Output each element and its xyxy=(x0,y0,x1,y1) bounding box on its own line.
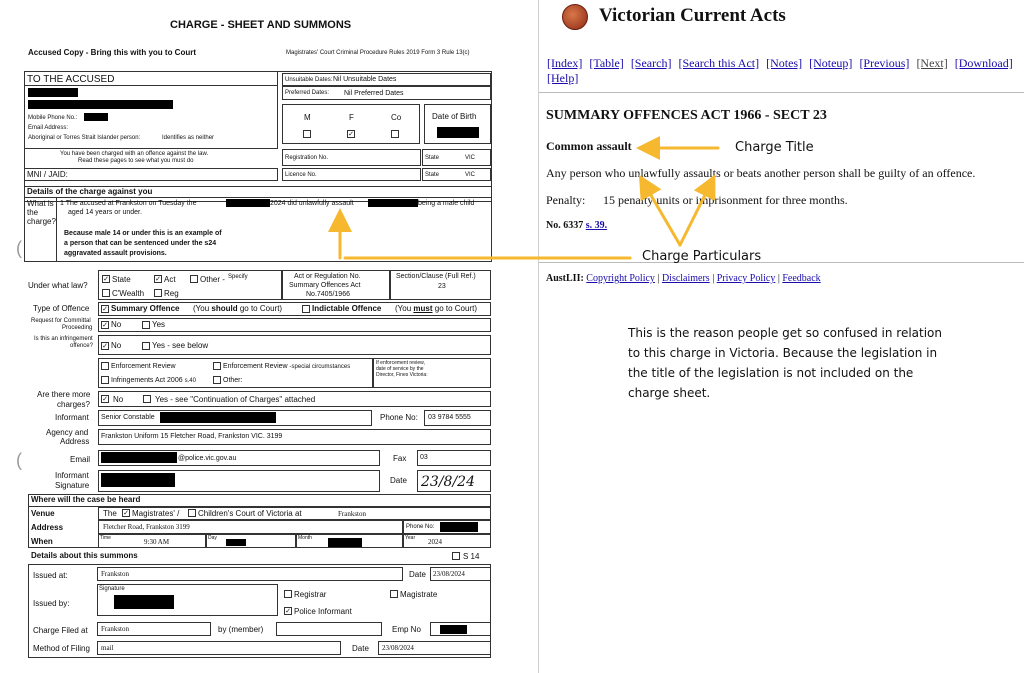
nav-table[interactable]: [Table] xyxy=(589,56,624,70)
month-label: Month xyxy=(298,535,312,541)
state-value-1: VIC xyxy=(465,155,476,161)
nav-noteup[interactable]: [Noteup] xyxy=(809,56,853,70)
sheet-title: CHARGE - SHEET AND SUMMONS xyxy=(170,19,352,31)
arrow-particulars-2 xyxy=(680,185,710,245)
summary-note: (You should go to Court) xyxy=(193,304,283,313)
signature-label: Signature xyxy=(99,586,125,592)
nav-download[interactable]: [Download] xyxy=(954,56,1013,70)
history-note: No. 6337 s. 39. xyxy=(546,220,608,231)
footer-feedback[interactable]: Feedback xyxy=(782,273,821,284)
penalty-label: Penalty: xyxy=(546,193,586,207)
nav-search[interactable]: [Search] xyxy=(630,56,672,70)
sig-date-label: Date xyxy=(390,476,407,485)
continuation-label: Yes - see "Continuation of Charges" attached xyxy=(155,395,316,404)
licence-label: Licence No. xyxy=(285,172,317,178)
more-charges-no-label: No xyxy=(113,395,124,404)
enforcement-note-2: date of service by the xyxy=(376,366,424,372)
hearing-phone-label: Phone No: xyxy=(406,524,435,530)
mni-label: MNI / JAID: xyxy=(27,170,68,179)
email-row-label: Email xyxy=(70,455,91,464)
sex-m-label: M xyxy=(304,113,311,122)
comment-annotation xyxy=(628,323,942,403)
to-accused-label: TO THE ACCUSED xyxy=(27,74,115,85)
hearing-address-value: Fletcher Road, Frankston 3199 xyxy=(103,523,190,531)
charge-title-annotation: Charge Title xyxy=(735,140,814,155)
method-label: Method of Filing xyxy=(33,644,90,653)
agency-label-1: Agency and xyxy=(46,428,89,437)
penalty-value: 15 penalty units or imprisonment for three months. xyxy=(603,193,848,207)
charge-q-label: charge? xyxy=(27,217,56,226)
email-value: @police.vic.gov.au xyxy=(178,455,237,462)
address-label: Address xyxy=(31,523,64,532)
issued-at-value: Frankston xyxy=(101,570,129,578)
issued-at-label: Issued at: xyxy=(33,571,68,580)
arrow-particulars-1 xyxy=(645,185,680,245)
registrar-label: Registrar xyxy=(294,590,327,599)
law-act-checkbox[interactable]: ✓ xyxy=(155,276,161,283)
where-heading: Where will the case be heard xyxy=(31,495,141,504)
charge-filed-label: Charge Filed at xyxy=(33,626,88,635)
enforcement-review-label: Enforcement Review xyxy=(111,363,176,370)
emp-no-label: Emp No xyxy=(392,625,421,634)
act-heading: SUMMARY OFFENCES ACT 1966 - SECT 23 xyxy=(546,108,827,123)
charged-line-1: You have been charged with an offence against the law. xyxy=(60,151,209,157)
sex-f-label: F xyxy=(349,113,354,122)
committal-label-1: Request for Committal xyxy=(31,318,91,324)
aboriginal-value: Identifies as neither xyxy=(162,135,215,141)
indictable-note: (You must go to Court) xyxy=(395,304,477,313)
law-reg-label: Reg xyxy=(164,289,179,298)
site-title: Victorian Current Acts xyxy=(599,5,786,26)
the-label: the xyxy=(27,208,39,217)
phone-value: 03 9784 5555 xyxy=(428,414,471,421)
infringement-label-2: offence? xyxy=(70,343,93,349)
infringements-act-label: Infringements Act 2006 s.40 xyxy=(111,377,196,384)
law-specify-label: Specify xyxy=(228,274,248,280)
committal-yes-label: Yes xyxy=(152,320,166,329)
handwritten-date: 23/8/24 xyxy=(421,474,475,490)
charge-filed-value: Frankston xyxy=(101,625,129,633)
footer-copyright[interactable]: Copyright Policy xyxy=(586,273,655,284)
charge-text-1b: 2024 did unlawfully assault xyxy=(270,200,354,207)
phone-label: Phone No: xyxy=(380,413,418,422)
time-label: Time xyxy=(100,535,111,541)
police-informant-label: Police Informant xyxy=(294,607,352,616)
informant-sig-label-1: Informant xyxy=(55,471,89,480)
when-label: When xyxy=(31,537,53,546)
charge-note-3: aggravated assault provisions. xyxy=(64,250,167,257)
act-label: Act or Regulation No. xyxy=(294,273,361,280)
binder-mark-2: ( xyxy=(16,450,22,470)
s14-label: S 14 xyxy=(463,552,480,561)
venue-place: Frankston xyxy=(338,510,366,518)
informant-value: Senior Constable xyxy=(101,414,155,421)
venue-the: The xyxy=(103,509,117,518)
state-label-1: State xyxy=(425,155,440,161)
charge-particulars-annotation: Charge Particulars xyxy=(642,249,762,264)
year-value: 2024 xyxy=(428,538,442,546)
act-value-2: No.7405/1966 xyxy=(306,291,350,298)
informant-sig-label-2: Signature xyxy=(55,481,90,490)
nav-search-this-act[interactable]: [Search this Act] xyxy=(678,56,760,70)
footer-disclaimers[interactable]: Disclaimers xyxy=(661,273,710,284)
nav-help[interactable]: [Help] xyxy=(547,71,579,85)
sex-co-label: Co xyxy=(391,113,402,122)
comment-line-4: charge sheet. xyxy=(628,386,711,400)
law-act-label: Act xyxy=(164,275,176,284)
dob-label: Date of Birth xyxy=(432,112,477,121)
indictable-offence-label: Indictable Offence xyxy=(312,304,382,313)
more-charges-label-1: Are there more xyxy=(37,390,91,399)
day-label: Day xyxy=(208,535,217,541)
infringement-no-label: No xyxy=(111,341,122,350)
year-label: Year xyxy=(405,535,416,541)
footer: AustLII: Copyright Policy | Disclaimers | Privacy Policy | Feedback xyxy=(546,273,821,284)
enforcement-note-1: If enforcement review, xyxy=(376,360,425,366)
sex-f-checkbox[interactable]: ✓ xyxy=(348,131,354,138)
preferred-value: Nil Preferred Dates xyxy=(344,90,404,97)
section-value: 23 xyxy=(438,283,446,290)
fax-label: Fax xyxy=(393,454,407,463)
nav-previous[interactable]: [Previous] xyxy=(859,56,910,70)
enforcement-special-label: Enforcement Review -special circumstances xyxy=(223,363,351,370)
method-value: mail xyxy=(101,644,114,652)
committal-no-label: No xyxy=(111,320,122,329)
committal-no-checkbox[interactable]: ✓ xyxy=(102,322,108,329)
registration-label: Registration No. xyxy=(285,155,329,161)
issued-date-value: 23/08/2024 xyxy=(433,570,465,578)
accused-copy-note: Accused Copy - Bring this with you to Court xyxy=(28,48,196,57)
agency-label-2: Address xyxy=(60,437,90,446)
section-text: Any person who unlawfully assaults or beats another person shall be guilty of an offence. xyxy=(546,166,976,180)
details-heading: Details of the charge against you xyxy=(27,187,153,196)
footer-privacy[interactable]: Privacy Policy xyxy=(716,273,776,284)
enforcement-other-label: Other: xyxy=(223,377,243,384)
nav-notes[interactable]: [Notes] xyxy=(766,56,803,70)
unsuitable-label: Unsuitable Dates: xyxy=(285,77,333,83)
act-value-1: Summary Offences Act xyxy=(289,282,361,289)
infringement-label-1: Is this an infringement xyxy=(34,336,93,342)
section-label: Section/Clause (Full Ref.) xyxy=(396,273,476,280)
email-label: Email Address: xyxy=(28,125,69,131)
enforcement-note-3: Director, Fines Victoria: xyxy=(376,372,428,378)
charge-note-2: a person that can be sentenced under the s24 xyxy=(64,240,217,247)
mobile-label: Mobile Phone No.: xyxy=(28,115,78,121)
infringement-no-checkbox[interactable]: ✓ xyxy=(102,343,108,350)
issued-by-label: Issued by: xyxy=(33,599,70,608)
type-offence-label: Type of Offence xyxy=(33,304,90,313)
agency-value: Frankston Uniform 15 Fletcher Road, Frankston VIC. 3199 xyxy=(101,433,283,440)
law-state-label: State xyxy=(112,275,131,284)
time-value: 9:30 AM xyxy=(144,538,170,546)
method-date-value: 23/08/2024 xyxy=(382,644,414,652)
under-law-label: Under what law? xyxy=(28,281,88,290)
informant-label: Informant xyxy=(55,413,89,422)
rules-reference: Magistrates' Court Criminal Procedure Rules 2019 Form 3 Rule 13(c) xyxy=(286,50,470,56)
comment-line-1: This is the reason people get so confused in relation xyxy=(628,326,943,340)
charge-note-1: Because male 14 or under this is an example of xyxy=(64,230,222,237)
magistrate-label: Magistrate xyxy=(400,590,438,599)
committal-label-2: Proceeding xyxy=(62,325,93,331)
charge-text-2: aged 14 years or under. xyxy=(68,209,142,216)
aboriginal-label: Aboriginal or Torres Strait Islander person: xyxy=(28,135,141,141)
law-state-checkbox[interactable]: ✓ xyxy=(103,276,109,283)
venue-magistrates-checkbox[interactable]: ✓ xyxy=(123,510,129,517)
preferred-label: Preferred Dates: xyxy=(285,90,330,96)
comment-line-2: to this charge in Victoria. Because the legislation in xyxy=(628,346,938,360)
summary-offence-checkbox[interactable]: ✓ xyxy=(102,306,108,313)
charge-text-1c: being a male child xyxy=(418,200,475,207)
unsuitable-value: Nil Unsuitable Dates xyxy=(333,76,397,83)
infringement-yes-label: Yes - see below xyxy=(152,341,209,350)
venue-magistrates: Magistrates' / xyxy=(132,509,180,518)
what-is-label: What is xyxy=(27,199,54,208)
binder-mark-1: ( xyxy=(16,238,22,258)
more-charges-no-checkbox[interactable]: ✓ xyxy=(102,396,108,403)
summary-offence-label: Summary Offence xyxy=(111,304,180,313)
nav-index[interactable]: [Index] xyxy=(547,56,583,70)
issued-date-label: Date xyxy=(409,570,426,579)
comment-line-3: the title of the legislation is not included on the xyxy=(628,366,914,380)
more-charges-label-2: charges? xyxy=(57,400,90,409)
state-label-2: State xyxy=(425,172,440,178)
charge-text-1a: 1 The accused at Frankston on Tuesday the xyxy=(60,200,197,207)
venue-childrens: Children's Court of Victoria at xyxy=(198,509,302,518)
method-date-label: Date xyxy=(352,644,369,653)
section-title: Common assault xyxy=(546,139,632,153)
charged-line-2: Read these pages to see what you must do xyxy=(78,158,194,164)
nav-next[interactable]: [Next] xyxy=(916,56,948,70)
law-cwealth-label: C'Wealth xyxy=(112,289,145,298)
by-member-label: by (member) xyxy=(218,625,264,634)
law-other-label: Other - xyxy=(200,275,225,284)
state-value-2: VIC xyxy=(465,172,476,178)
police-informant-checkbox[interactable]: ✓ xyxy=(285,608,291,615)
venue-label: Venue xyxy=(31,509,55,518)
fax-value: 03 xyxy=(420,454,428,461)
summons-heading: Details about this summons xyxy=(31,551,138,560)
history-link[interactable]: s. 39. xyxy=(585,220,608,231)
